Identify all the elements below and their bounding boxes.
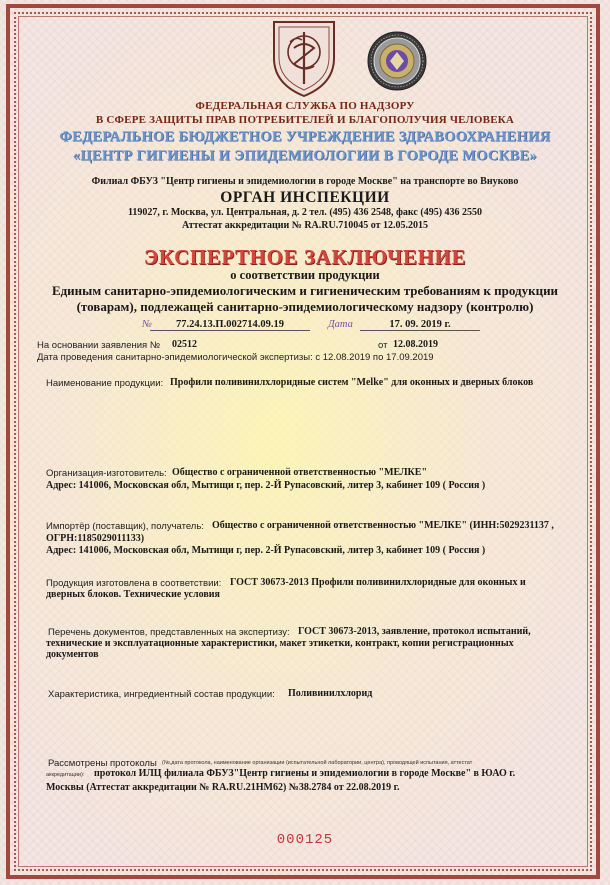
protocols-value-cont: Москвы (Аттестат аккредитации № RA.RU.21НМ62) №38.2784 от 22.08.2019 г. (46, 782, 400, 793)
title-subline3: (товарам), подлежащей санитарно-эпидемиологическому надзору (контролю) (76, 299, 534, 314)
documents-value: ГОСТ 30673-2013, заявление, протокол испытаний, (298, 626, 531, 637)
documents-label: Перечень документов, представленных на экспертизу: (48, 627, 290, 638)
protocols-note: (№,дата протокола, наименование организации (испытательной лаборатории, центра), проводящей испытания, аттестат (162, 760, 473, 766)
organ-address: 119027, г. Москва, ул. Центральная, д. 2 тел. (495) 436 2548, факс (495) 436 2550 (127, 207, 483, 218)
composition-label: Характеристика, ингредиентный состав продукции: (48, 689, 275, 700)
title-subline1: о соответствии продукции (230, 268, 380, 282)
protocols-note-cont: аккредитации): (46, 772, 85, 778)
importer-label: Импортёр (поставщик), получатель: (46, 521, 204, 532)
accreditation-seal-icon (366, 30, 428, 92)
standard-label: Продукция изготовлена в соответствии: (46, 578, 222, 589)
basis-from-label: от (378, 340, 388, 351)
branch-name: Филиал ФБУЗ "Центр гигиены и эпидемиологии в городе Москве" на транспорте во Внуково (91, 176, 519, 187)
importer-ogrn: ОГРН:1185029011133) (46, 533, 145, 544)
documents-value-end: документов (46, 649, 99, 660)
basis-label: На основании заявления № (37, 340, 161, 351)
agency-line2: В СФЕРЕ ЗАЩИТЫ ПРАВ ПОТРЕБИТЕЛЕЙ И БЛАГОПОЛУЧИЯ ЧЕЛОВЕКА (95, 114, 515, 126)
document-number: 77.24.13.П.002714.09.19 (150, 319, 310, 331)
standard-value-cont: дверных блоков. Технические условия (46, 589, 220, 600)
document-date: 17. 09. 2019 г. (360, 319, 480, 331)
importer-name: Общество с ограниченной ответственностью "МЕЛКЕ" (ИНН:5029231137 , (212, 520, 554, 531)
organ-accreditation: Аттестат аккредитации № RA.RU.710045 от 12.05.2015 (182, 220, 428, 231)
institution-line1: ФЕДЕРАЛЬНОЕ БЮДЖЕТНОЕ УЧРЕЖДЕНИЕ ЗДРАВООХРАНЕНИЯ (59, 129, 551, 145)
document-title: ЭКСПЕРТНОЕ ЗАКЛЮЧЕНИЕ (143, 245, 467, 269)
basis-date: 12.08.2019 (393, 339, 438, 350)
product-label: Наименование продукции: (46, 378, 164, 389)
agency-line1: ФЕДЕРАЛЬНАЯ СЛУЖБА ПО НАДЗОРУ (195, 100, 415, 112)
date-label: Дата (328, 319, 353, 330)
organ-title: ОРГАН ИНСПЕКЦИИ (220, 189, 390, 206)
composition-value: Поливинилхлорид (288, 688, 373, 699)
product-name: Профили поливинилхлоридные систем "Melke" для оконных и дверных блоков (170, 377, 534, 388)
protocols-label: Рассмотрены протоколы (48, 758, 157, 769)
importer-address: Адрес: 141006, Московская обл, Мытищи г, пер. 2-Й Рупасовский, литер 3, кабинет 109 ( Россия ) (46, 545, 486, 556)
expertise-period: Дата проведения санитарно-эпидемиологической экспертизы: с 12.08.2019 по 17.09.2019 (37, 352, 434, 363)
institution-line2: «ЦЕНТР ГИГИЕНЫ И ЭПИДЕМИОЛОГИИ В ГОРОДЕ МОСКВЕ» (72, 148, 538, 164)
title-subline2: Единым санитарно-эпидемиологическим и гигиеническим требованиям к продукции (51, 283, 559, 298)
standard-value: ГОСТ 30673-2013 Профили поливинилхлоридные для оконных и (230, 577, 526, 588)
serial-number: 000125 (276, 832, 334, 848)
medical-emblem-icon (268, 18, 340, 98)
documents-value-cont: технические и эксплуатационные характеристики, макет этикетки, контракт, копии регистрационных (46, 638, 514, 649)
basis-number: 02512 (172, 339, 197, 350)
manufacturer-label: Организация-изготовитель: (46, 468, 167, 479)
manufacturer-name: Общество с ограниченной ответственностью "МЕЛКЕ" (172, 467, 427, 478)
manufacturer-address: Адрес: 141006, Московская обл, Мытищи г, пер. 2-Й Рупасовский, литер 3, кабинет 109 ( Россия ) (46, 480, 486, 491)
protocols-value: протокол ИЛЦ филиала ФБУЗ"Центр гигиены и эпидемиологии в городе Москве" в ЮАО г. (94, 768, 516, 779)
number-label: № (142, 319, 152, 330)
